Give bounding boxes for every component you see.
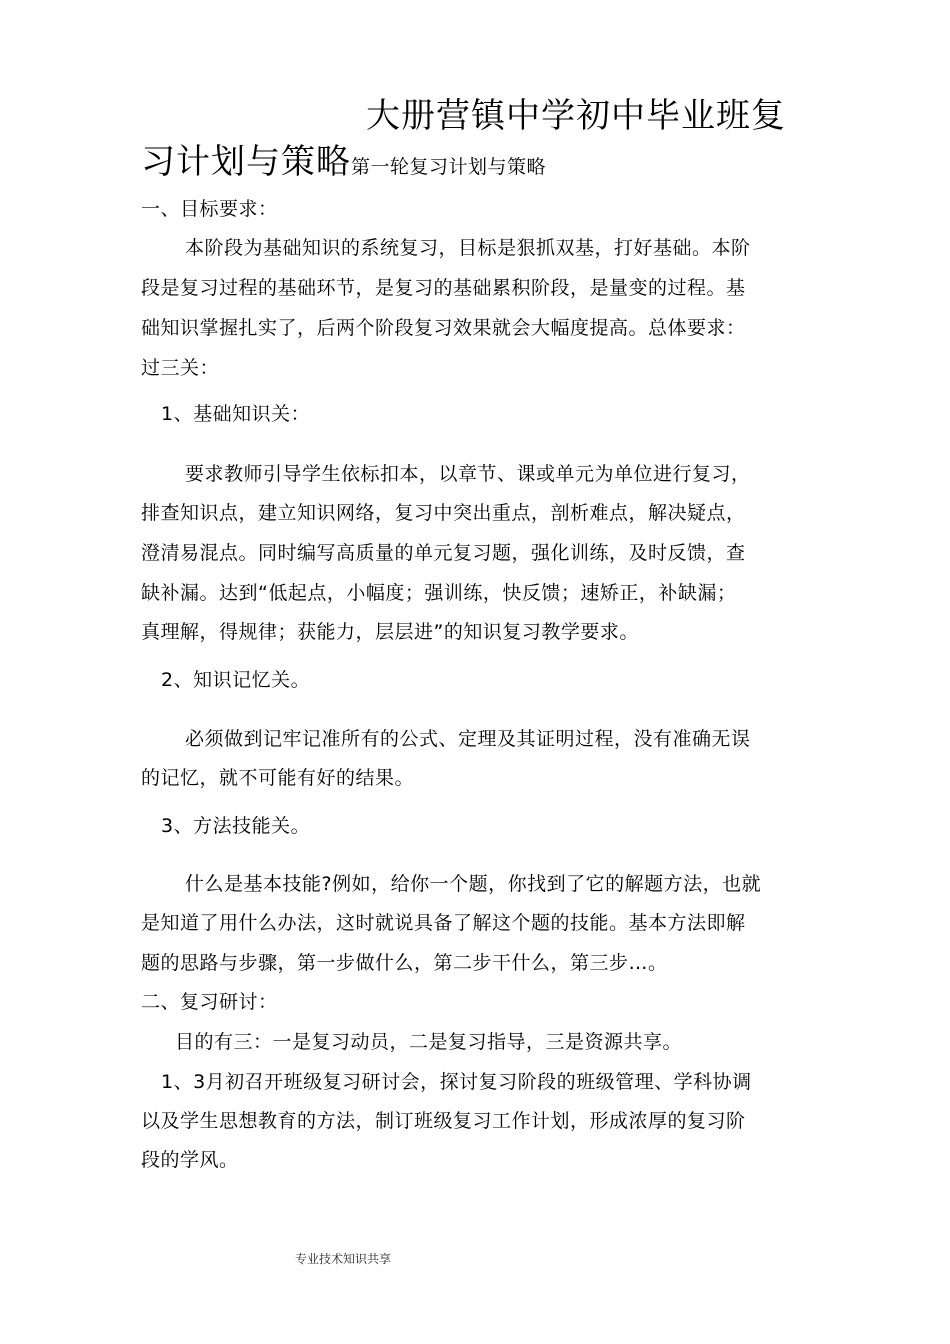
para4-line: 是知道了用什么办法，这时就说具备了解这个题的技能。基本方法即解 <box>141 912 746 934</box>
para4-line: 什么是基本技能?例如，给你一个题，你找到了它的解题方法，也就 <box>185 873 762 895</box>
para6-line: 1、3月初召开班级复习研讨会，探讨复习阶段的班级管理、学科协调 <box>161 1071 752 1093</box>
para6-line: 段的学风。 <box>141 1149 239 1171</box>
para2-line: 排查知识点，建立知识网络，复习中突出重点，剖析难点，解决疑点， <box>141 502 746 524</box>
item3-heading: 3、方法技能关。 <box>161 815 311 837</box>
para6-line: 以及学生思想教育的方法，制订班级复习工作计划，形成浓厚的复习阶 <box>141 1110 746 1132</box>
para1-line: 础知识掌握扎实了，后两个阶段复习效果就会大幅度提高。总体要求： <box>141 317 746 339</box>
document-title-line1: 大册营镇中学初中毕业班复 <box>366 96 786 136</box>
page-footer: 专业技术知识共享 <box>295 1252 392 1266</box>
para2-line: 缺补漏。达到“低起点，小幅度；强训练，快反馈；速矫正，补缺漏； <box>141 582 737 604</box>
para4-line: 题的思路与步骤，第一步做什么，第二步干什么，第三步…。 <box>141 952 668 974</box>
para3-line: 必须做到记牢记准所有的公式、定理及其证明过程，没有准确无误 <box>185 728 751 750</box>
item1-heading: 1、基础知识关： <box>161 403 311 425</box>
para2-line: 澄清易混点。同时编写高质量的单元复习题，强化训练，及时反馈，查 <box>141 542 746 564</box>
document-title-line2-row <box>141 142 546 182</box>
para3-line: 的记忆，就不可能有好的结果。 <box>141 767 415 789</box>
para2-line: 真理解，得规律；获能力，层层进”的知识复习教学要求。 <box>141 621 639 643</box>
para2-line: 要求教师引导学生依标扣本，以章节、课或单元为单位进行复习， <box>185 463 751 485</box>
section1-heading: 一、目标要求： <box>141 198 278 220</box>
document-subtitle: 第一轮复习计划与策略 <box>351 156 547 178</box>
section2-heading: 二、复习研讨： <box>141 991 278 1013</box>
para1-line: 本阶段为基础知识的系统复习，目标是狠抓双基，打好基础。本阶 <box>185 237 751 259</box>
item2-heading: 2、知识记忆关。 <box>161 669 311 691</box>
para1-line: 段是复习过程的基础环节，是复习的基础累积阶段，是量变的过程。基 <box>141 277 746 299</box>
document-title-line2: 习计划与策略 <box>141 142 351 182</box>
para5: 目的有三：一是复习动员，二是复习指导，三是资源共享。 <box>175 1031 683 1053</box>
para1-line: 过三关： <box>141 357 220 379</box>
